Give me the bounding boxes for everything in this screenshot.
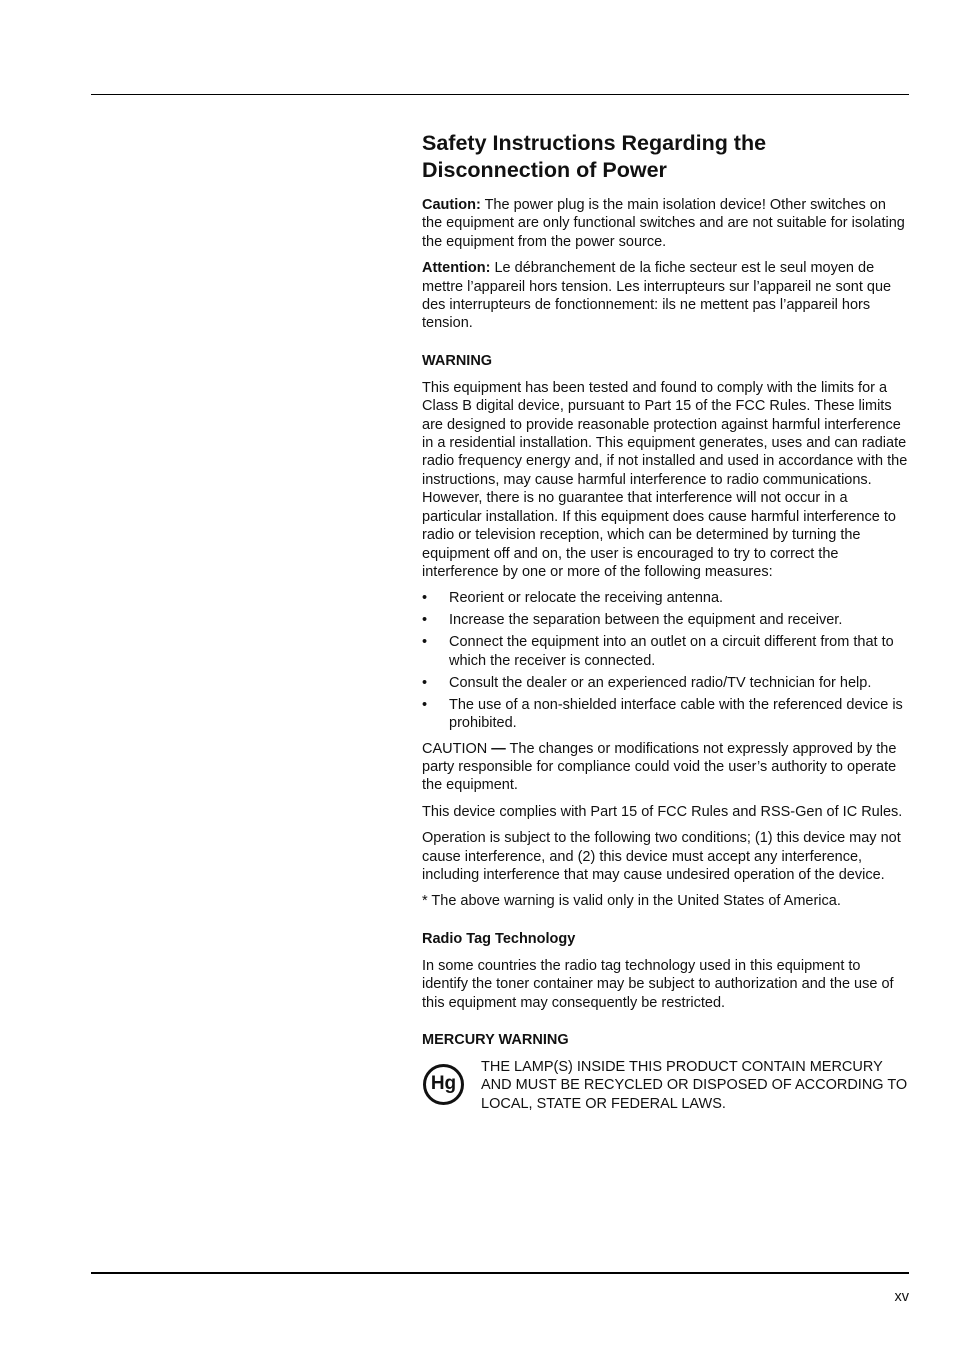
bullet-icon: • [422, 696, 428, 713]
radio-tag-heading: Radio Tag Technology [422, 930, 576, 947]
us-only-note: * The above warning is valid only in the United States of America. [422, 893, 841, 910]
fcc-caution-paragraph [422, 740, 910, 795]
list-item-text: Connect the equipment into an outlet on a circuit different from that to which the receiver is connected. [449, 634, 894, 669]
mercury-hg-icon: Hg [423, 1064, 464, 1105]
page-number: xv [894, 1289, 909, 1305]
radio-tag-body: In some countries the radio tag technology used in this equipment to identify the toner container may be subject to authorization and the use of this equipment may consequently be restricted. [422, 957, 894, 1011]
caution-text: The power plug is the main isolation device! Other switches on the equipment are only functional switches and are not suitable for isolating the equipment from the power source. [422, 197, 905, 250]
warning-body: This equipment has been tested and found to comply with the limits for a Class B digital device, pursuant to Part 15 of the FCC Rules. These limits are designed to provide reasonable protection against harmful interference in a residential installation. This equipment generates, uses and can radiate radio frequency energy and, if not installed and used in accordance with the instructions, may cause harmful interference to radio communications. However, there is no guarantee that interference will not occur in a particular installation. If this equipment does cause harmful interference to radio or television reception, which can be determined by turning the equipment off and on, the user is encouraged to try to correct the interference by one or more of the following measures: [422, 379, 908, 580]
list-item-text: Increase the separation between the equipment and receiver. [449, 612, 843, 629]
list-item-text: Reorient or relocate the receiving antenna. [449, 590, 724, 607]
caution-label: Caution: [422, 197, 481, 213]
bullet-icon: • [422, 612, 428, 629]
mercury-warning-block [422, 1058, 910, 1113]
attention-text: Le débranchement de la fiche secteur est le seul moyen de mettre l’appareil hors tension. Les interrupteurs sur l’appareil ne sont que des interrupteurs de fonctionnement: ils ne mettent pas l’appareil hors tension. [422, 260, 892, 332]
footer-rule [91, 1272, 909, 1274]
mercury-heading: MERCURY WARNING [422, 1032, 569, 1048]
mercury-warning-text: THE LAMP(S) INSIDE THIS PRODUCT CONTAIN MERCURY AND MUST BE RECYCLED OR DISPOSED OF ACCORDING TO LOCAL, STATE OR FEDERAL LAWS. [481, 1059, 908, 1112]
warning-heading: WARNING [422, 352, 493, 369]
fcc-caution-text: The changes or modifications not expressly approved by the party responsible for compliance could void the user’s authority to operate the equipment. [422, 740, 897, 794]
list-item [422, 696, 910, 733]
header-rule [91, 94, 909, 95]
bullet-icon: • [422, 590, 428, 607]
page-title [422, 130, 910, 183]
compliance-paragraph: This device complies with Part 15 of FCC Rules and RSS-Gen of IC Rules. [422, 803, 903, 820]
em-dash: — [491, 740, 506, 757]
measures-list [422, 589, 910, 732]
list-item [422, 611, 910, 629]
conditions-paragraph: Operation is subject to the following two conditions; (1) this device may not cause interference, and (2) this device must accept any interference, including interference that may cause undesired operation of the device. [422, 830, 901, 883]
list-item [422, 633, 910, 670]
fcc-caution-label: CAUTION [422, 740, 492, 757]
page-title-line-1: Safety Instructions Regarding the [422, 131, 767, 155]
bullet-icon: • [422, 634, 428, 651]
main-content [422, 130, 910, 1113]
list-item-text: The use of a non-shielded interface cable with the referenced device is prohibited. [449, 696, 903, 732]
bullet-icon: • [422, 674, 428, 691]
list-item [422, 674, 910, 692]
list-item [422, 589, 910, 607]
attention-paragraph [422, 259, 910, 333]
attention-label: Attention: [422, 260, 491, 277]
page-title-line-2: Disconnection of Power [422, 157, 667, 182]
list-item-text: Consult the dealer or an experienced radio/TV technician for help. [449, 674, 872, 691]
caution-paragraph [422, 196, 910, 251]
